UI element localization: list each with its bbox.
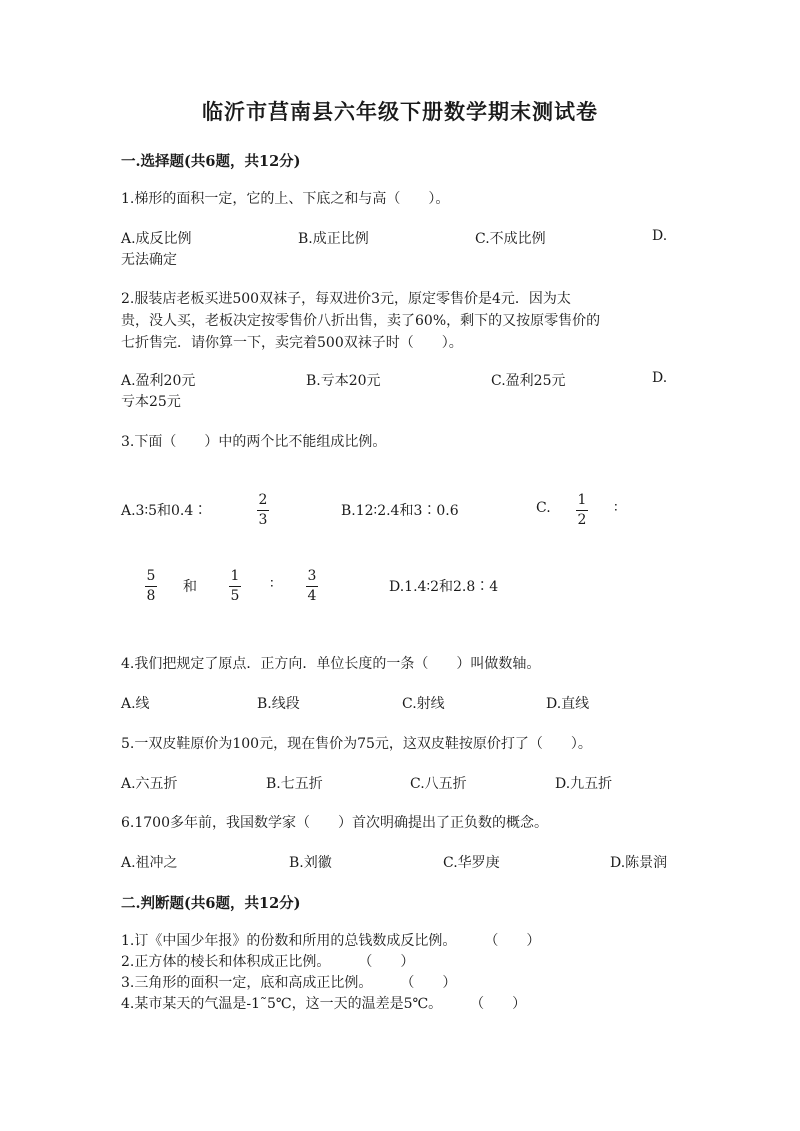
q1-option-d: D. [652,228,668,244]
q5-option-c: C.八五折 [410,776,467,792]
question-1-stem: 1.梯形的面积一定，它的上、下底之和与高（ ）。 [121,191,450,207]
judge-item-4: 4.某市某天的气温是-1˜5℃，这一天的温差是5℃。 （ ） [121,996,527,1012]
fraction-numerator: 5 [146,568,156,584]
q6-option-b: B.刘徽 [289,855,332,871]
fraction-denominator: 5 [230,588,240,604]
question-6-stem: 6.1700多年前，我国数学家（ ）首次明确提出了正负数的概念。 [121,815,548,831]
q3-option-c: C. [536,500,551,516]
q2-option-c: C.盈利25元 [491,373,566,389]
q3-ratio-colon-1: ∶ [614,500,618,516]
q3-ratio-colon-2: ∶ [270,576,274,592]
fraction-numerator: 2 [258,492,268,508]
fraction-numerator: 1 [230,568,240,584]
q1-option-b: B.成正比例 [298,231,369,247]
q6-option-d: D.陈景润 [610,855,668,871]
page-title: 临沂市莒南县六年级下册数学期末测试卷 [202,99,598,124]
q3-option-a-fraction [257,492,269,529]
q5-option-a: A.六五折 [121,776,178,792]
fraction-numerator: 1 [577,492,587,508]
judge-item-3: 3.三角形的面积一定，底和高成正比例。 （ ） [121,975,457,991]
q4-option-d: D.直线 [546,696,590,712]
q4-option-b: B.线段 [257,696,300,712]
question-4-stem: 4.我们把规定了原点．正方向．单位长度的一条（ ）叫做数轴。 [121,656,541,672]
q4-option-a: A.线 [121,696,150,712]
q2-option-b: B.亏本20元 [306,373,381,389]
question-5-stem: 5.一双皮鞋原价为100元，现在售价为75元，这双皮鞋按原价打了（ ）。 [121,736,592,752]
question-2-stem-line-3: 七折售完．请你算一下，卖完着500双袜子时（ ）。 [121,335,463,351]
q3-option-c-fraction-3 [229,568,241,605]
q2-option-d-text: 亏本25元 [121,394,181,410]
section-heading-judge: 二.判断题(共6题，共12分) [121,895,301,912]
fraction-numerator: 3 [307,568,317,584]
fraction-bar [576,510,588,511]
fraction-bar [229,586,241,587]
q1-option-c: C.不成比例 [475,231,546,247]
q5-option-b: B.七五折 [266,776,323,792]
fraction-bar [257,510,269,511]
q3-option-c-fraction-2 [145,568,157,605]
question-2-stem-line-1: 2.服装店老板买进500双袜子，每双进价3元，原定零售价是4元．因为太 [121,291,571,307]
judge-item-1: 1.订《中国少年报》的份数和所用的总钱数成反比例。 （ ） [121,933,541,949]
question-2-stem-line-2: 贵，没人买，老板决定按零售价八折出售，卖了60%，剩下的又按原零售价的 [121,313,601,329]
q1-option-a: A.成反比例 [121,231,192,247]
q3-option-d: D.1.4∶2和2.8∶4 [389,579,499,595]
q3-option-c-fraction-4 [306,568,318,605]
fraction-denominator: 2 [577,512,587,528]
q6-option-a: A.祖冲之 [121,855,178,871]
fraction-bar [306,586,318,587]
judge-item-2: 2.正方体的棱长和体积成正比例。 （ ） [121,954,415,970]
q3-and-text: 和 [183,579,197,595]
q1-option-d-text: 无法确定 [121,252,177,268]
q4-option-c: C.射线 [402,696,445,712]
q2-option-a: A.盈利20元 [121,373,196,389]
question-3-stem: 3.下面（ ）中的两个比不能组成比例。 [121,434,387,450]
section-heading-choice: 一.选择题(共6题，共12分) [121,153,301,170]
q5-option-d: D.九五折 [555,776,613,792]
fraction-denominator: 4 [307,588,317,604]
q2-option-d: D. [652,370,668,386]
q6-option-c: C.华罗庚 [443,855,500,871]
q3-option-a: A.3∶5和0.4∶ [121,503,208,519]
fraction-bar [145,586,157,587]
q3-option-b: B.12∶2.4和3∶0.6 [341,503,459,519]
fraction-denominator: 8 [146,588,156,604]
fraction-denominator: 3 [258,512,268,528]
q3-option-c-fraction-1 [576,492,588,529]
